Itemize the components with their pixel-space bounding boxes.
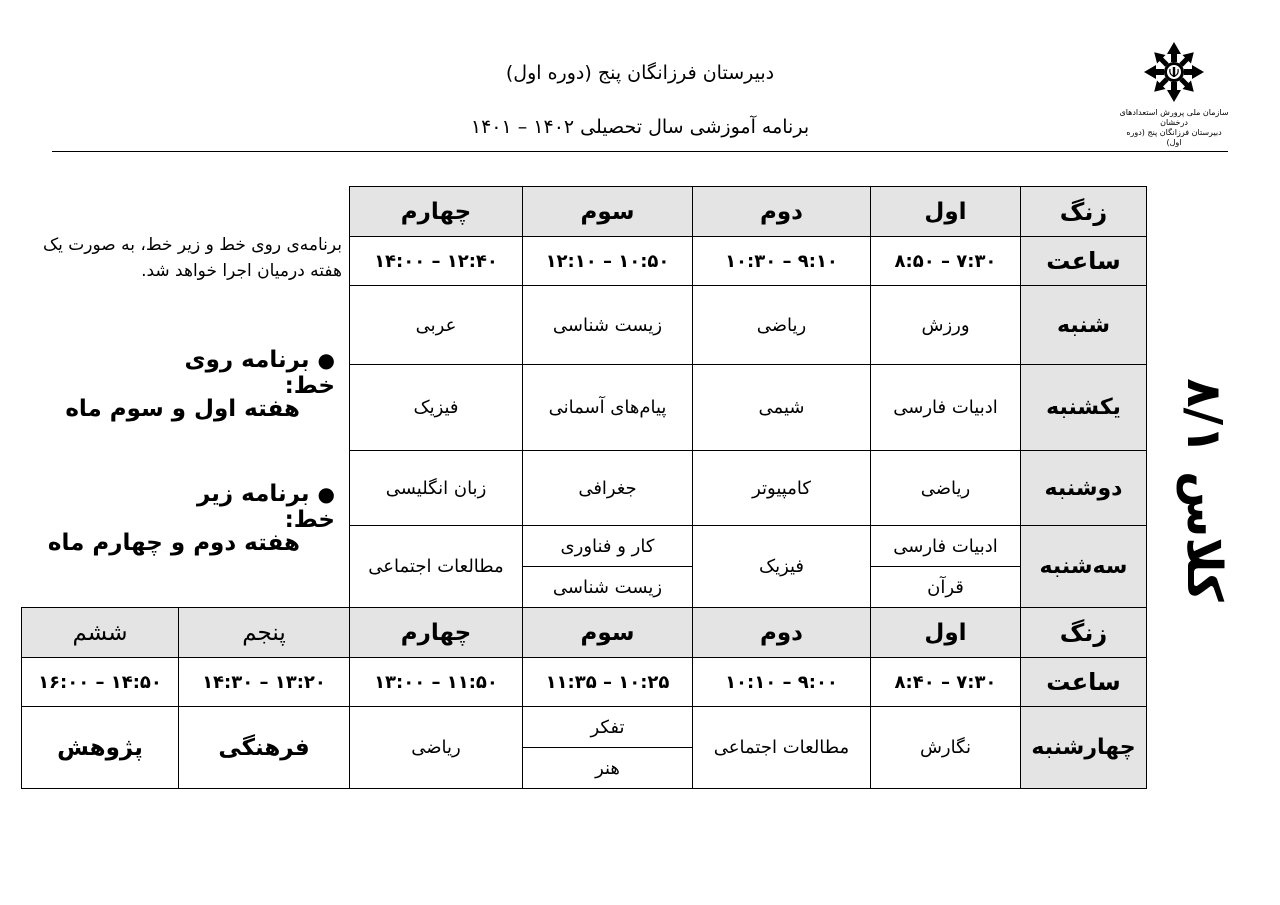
schedule-table-main	[349, 186, 1147, 608]
day-wednesday: چهارشنبه	[1021, 707, 1147, 789]
subject-cell: ریاضی	[871, 451, 1021, 526]
below-line-title: برنامه زیر خط:	[196, 481, 335, 533]
below-line-weeks: هفته دوم و چهارم ماه	[47, 530, 300, 556]
subject-cell: ریاضی	[693, 286, 871, 365]
period-time: ۱۳:۲۰ – ۱۴:۳۰	[179, 658, 350, 707]
period-time: ۹:۱۰ – ۱۰:۳۰	[693, 237, 871, 286]
subject-cell: جغرافی	[523, 451, 693, 526]
bell-header: زنگ	[1021, 608, 1147, 658]
emblem-icon	[1118, 38, 1230, 108]
period-header: دوم	[693, 187, 871, 237]
header-divider	[52, 151, 1228, 152]
bullet-icon: ●	[317, 348, 335, 372]
subject-cell: فیزیک	[693, 526, 871, 608]
class-label: کلاس ۸/۱	[1176, 378, 1232, 602]
period-header: دوم	[693, 608, 871, 658]
day-sunday: یکشنبه	[1021, 365, 1147, 451]
subject-cell: پژوهش	[22, 707, 179, 789]
day-monday: دوشنبه	[1021, 451, 1147, 526]
subject-cell-below: قرآن	[871, 567, 1021, 608]
subject-cell: ورزش	[871, 286, 1021, 365]
alternation-note: برنامه‌ی روی خط و زیر خط، به صورت یک هفته درمیان اجرا خواهد شد.	[42, 235, 342, 281]
time-header: ساعت	[1021, 237, 1147, 286]
period-header: سوم	[523, 187, 693, 237]
program-title: برنامه آموزشی سال تحصیلی ۱۴۰۲ – ۱۴۰۱	[470, 116, 810, 138]
subject-cell: عربی	[350, 286, 523, 365]
school-title: دبیرستان فرزانگان پنج (دوره اول)	[505, 62, 775, 84]
subject-cell: فرهنگی	[179, 707, 350, 789]
below-line-heading	[140, 481, 335, 533]
organization-logo	[1118, 38, 1230, 147]
period-header: پنجم	[179, 608, 350, 658]
subject-cell: مطالعات اجتماعی	[693, 707, 871, 789]
above-line-title: برنامه روی خط:	[184, 347, 335, 399]
period-time: ۱۰:۵۰ – ۱۲:۱۰	[523, 237, 693, 286]
subject-cell-above: ادبیات فارسی	[871, 526, 1021, 567]
period-header: اول	[871, 608, 1021, 658]
period-header: سوم	[523, 608, 693, 658]
period-header: ششم	[22, 608, 179, 658]
day-saturday: شنبه	[1021, 286, 1147, 365]
bullet-icon: ●	[317, 482, 335, 506]
bell-header: زنگ	[1021, 187, 1147, 237]
schedule-table-wednesday	[21, 607, 1147, 789]
period-time: ۷:۳۰ – ۸:۴۰	[871, 658, 1021, 707]
subject-cell: پیام‌های آسمانی	[523, 365, 693, 451]
subject-cell: زبان انگلیسی	[350, 451, 523, 526]
period-time: ۱۱:۵۰ – ۱۳:۰۰	[350, 658, 523, 707]
period-time: ۹:۰۰ – ۱۰:۱۰	[693, 658, 871, 707]
period-time: ۷:۳۰ – ۸:۵۰	[871, 237, 1021, 286]
subject-cell: ریاضی	[350, 707, 523, 789]
subject-cell: نگارش	[871, 707, 1021, 789]
period-header: چهارم	[350, 187, 523, 237]
logo-caption: سازمان ملی پرورش استعدادهای درخشان دبیرستان فرزانگان پنج (دوره اول)	[1119, 108, 1229, 147]
subject-cell: کامپیوتر	[693, 451, 871, 526]
period-time: ۱۴:۵۰ – ۱۶:۰۰	[22, 658, 179, 707]
day-tuesday: سه‌شنبه	[1021, 526, 1147, 608]
period-time: ۱۲:۴۰ – ۱۴:۰۰	[350, 237, 523, 286]
subject-cell-below: زیست شناسی	[523, 567, 693, 608]
above-line-heading	[140, 347, 335, 399]
subject-cell: فیزیک	[350, 365, 523, 451]
period-time: ۱۰:۲۵ – ۱۱:۳۵	[523, 658, 693, 707]
subject-cell-above: تفکر	[523, 707, 693, 748]
subject-cell: زیست شناسی	[523, 286, 693, 365]
above-line-weeks: هفته اول و سوم ماه	[65, 396, 300, 422]
subject-cell: مطالعات اجتماعی	[350, 526, 523, 608]
subject-cell: شیمی	[693, 365, 871, 451]
period-header: چهارم	[350, 608, 523, 658]
subject-cell-above: کار و فناوری	[523, 526, 693, 567]
subject-cell-below: هنر	[523, 748, 693, 789]
time-header: ساعت	[1021, 658, 1147, 707]
subject-cell: ادبیات فارسی	[871, 365, 1021, 451]
period-header: اول	[871, 187, 1021, 237]
